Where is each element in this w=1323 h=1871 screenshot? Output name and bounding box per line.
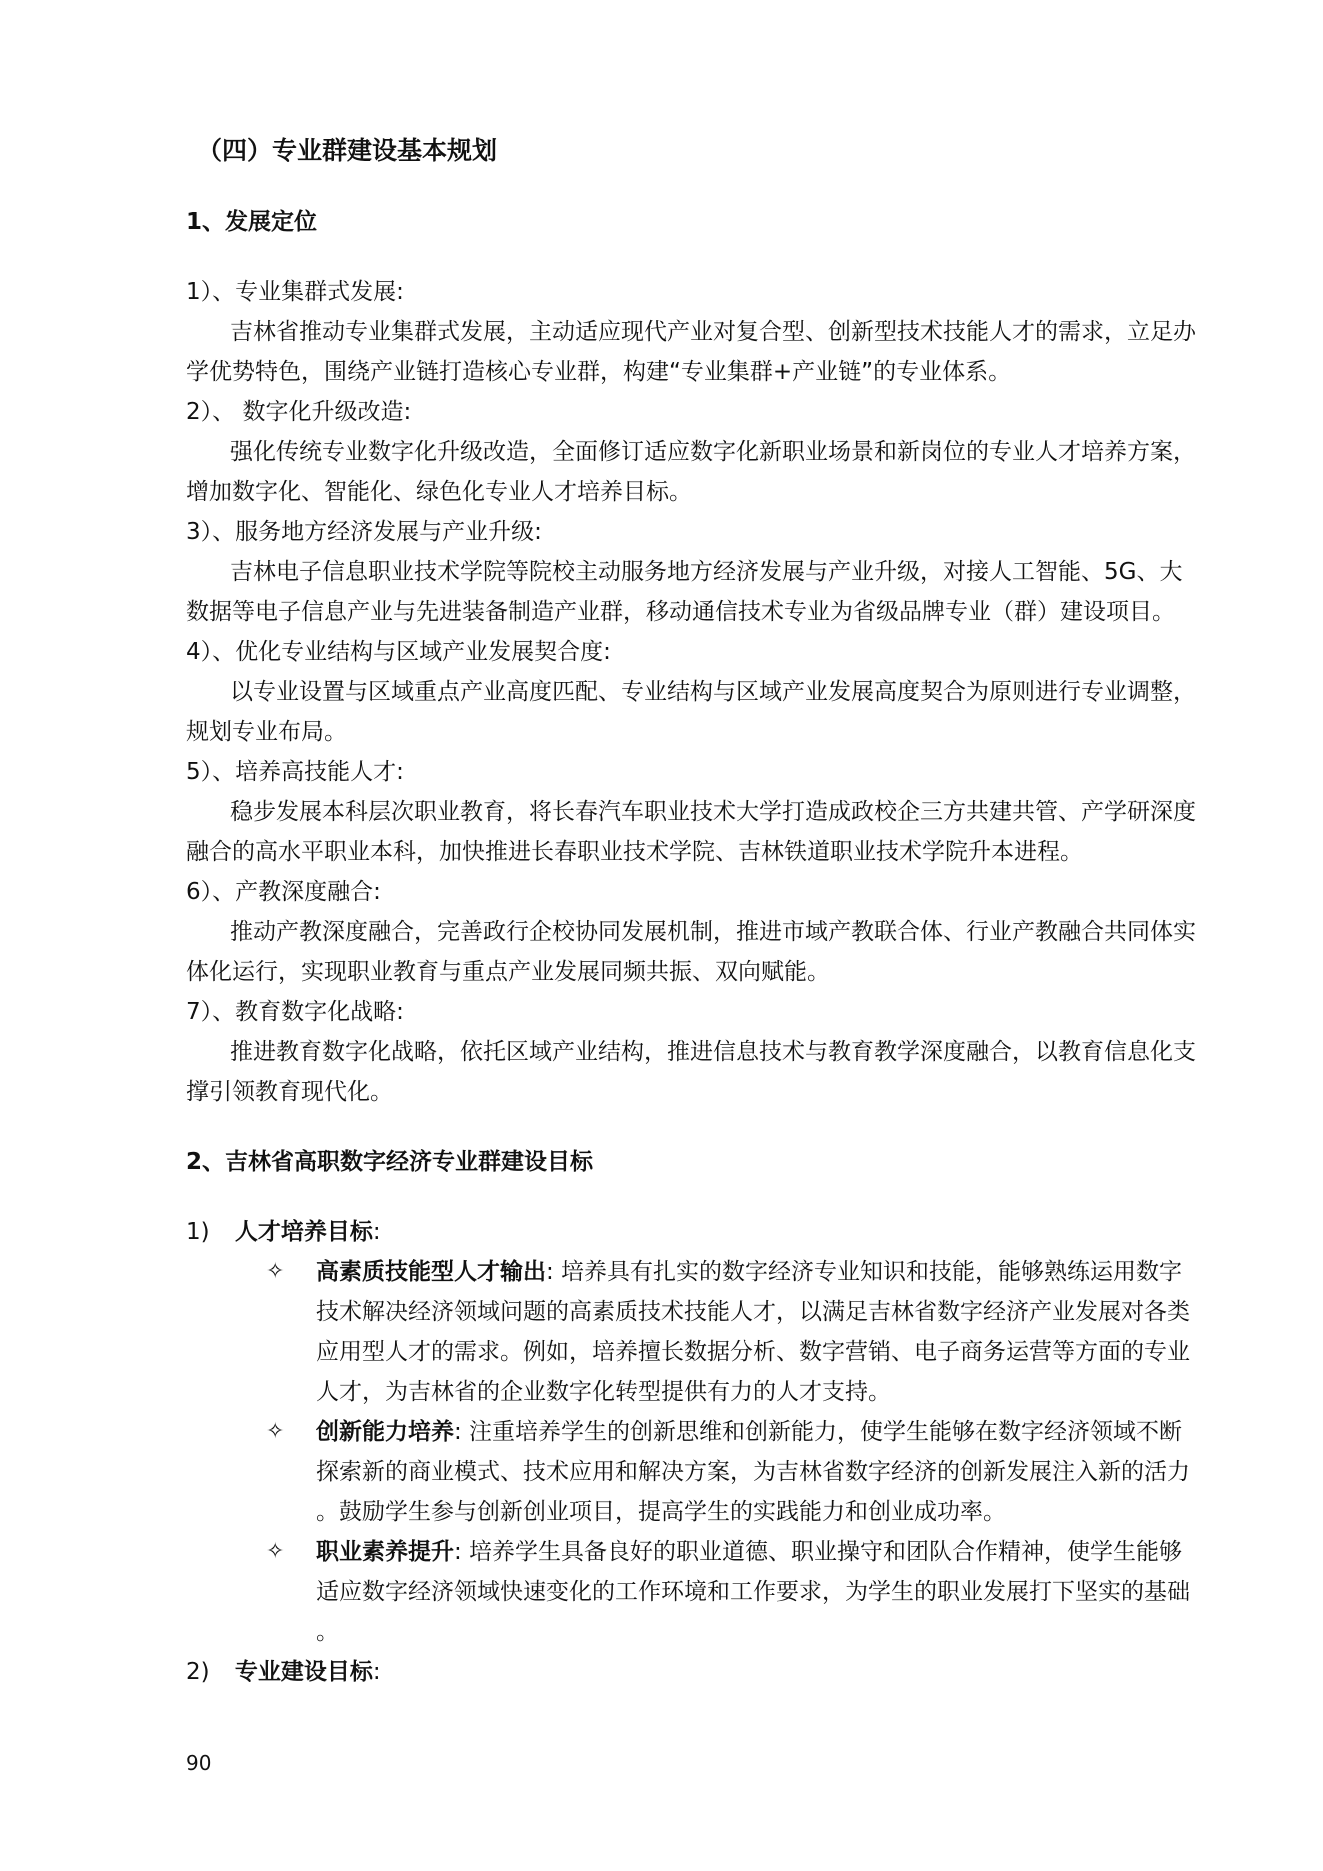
bullet1-line4: 人才，为吉林省的企业数字化转型提供有力的人才支持。 [316, 1379, 891, 1405]
item3-label: 3）、服务地方经济发展与产业升级: [186, 519, 542, 545]
item7-line2: 撑引领教育现代化。 [186, 1079, 393, 1105]
item5-line2: 融合的高水平职业本科，加快推进长春职业技术学院、吉林铁道职业技术学院升本进程。 [186, 839, 1083, 865]
item1-line1: 吉林省推动专业集群式发展，主动适应现代产业对复合型、创新型技术技能人才的需求，立足办 [230, 319, 1196, 345]
diamond-bullet-icon: ✧ [266, 1419, 285, 1444]
bullet2-line3: 。鼓励学生参与创新创业项目，提高学生的实践能力和创业成功率。 [316, 1499, 1006, 1525]
bullet1-title: 高素质技能型人才输出 [316, 1259, 546, 1285]
item5-label: 5）、培养高技能人才: [186, 759, 404, 785]
item4-line1: 以专业设置与区域重点产业高度匹配、专业结构与区域产业发展高度契合为原则进行专业调整， [230, 679, 1196, 705]
item5-line1: 稳步发展本科层次职业教育，将长春汽车职业技术大学打造成政校企三方共建共管、产学研深度 [230, 799, 1196, 825]
diamond-bullet-icon: ✧ [266, 1539, 285, 1564]
bullet2-line1 [316, 1416, 1183, 1448]
item6-line2: 体化运行，实现职业教育与重点产业发展同频共振、双向赋能。 [186, 959, 830, 985]
goal2-title: 专业建设目标 [234, 1659, 373, 1685]
item2-line2: 增加数字化、智能化、绿色化专业人才培养目标。 [186, 479, 692, 505]
bullet2-line2: 探索新的商业模式、技术应用和解决方案，为吉林省数字经济的创新发展注入新的活力 [316, 1459, 1190, 1485]
part1-heading: 1、发展定位 [186, 209, 318, 235]
goal2-colon: : [372, 1659, 381, 1685]
goal2-heading [186, 1656, 381, 1688]
item4-line2: 规划专业布局。 [186, 719, 347, 745]
bullet1-line1 [316, 1256, 1183, 1288]
item3-line1: 吉林电子信息职业技术学院等院校主动服务地方经济发展与产业升级，对接人工智能、5G、大 [230, 559, 1183, 585]
bullet3-line1 [316, 1536, 1183, 1568]
section-heading: （四）专业群建设基本规划 [197, 136, 498, 165]
item4-label: 4）、优化专业结构与区域产业发展契合度: [186, 639, 611, 665]
bullet3-line2: 适应数字经济领域快速变化的工作环境和工作要求，为学生的职业发展打下坚实的基础 [316, 1579, 1190, 1605]
goal1-colon: : [372, 1219, 381, 1245]
item3-line2: 数据等电子信息产业与先进装备制造产业群，移动通信技术专业为省级品牌专业（群）建设项目。 [186, 599, 1175, 625]
goal2-number: 2) [186, 1659, 210, 1685]
item1-line2: 学优势特色，围绕产业链打造核心专业群，构建“专业集群+产业链”的专业体系。 [186, 359, 1012, 385]
bullet2-first: : 注重培养学生的创新思维和创新能力，使学生能够在数字经济领域不断 [454, 1419, 1183, 1445]
goal1-title: 人才培养目标 [234, 1219, 373, 1245]
item7-line1: 推进教育数字化战略，依托区域产业结构，推进信息技术与教育教学深度融合，以教育信息化支 [230, 1039, 1196, 1065]
bullet1-first: : 培养具有扎实的数字经济专业知识和技能，能够熟练运用数字 [546, 1259, 1183, 1285]
page-number: 90 [186, 1751, 212, 1775]
item2-label: 2）、 数字化升级改造: [186, 399, 412, 425]
bullet3-first: : 培养学生具备良好的职业道德、职业操守和团队合作精神，使学生能够 [454, 1539, 1183, 1565]
bullet1-line3: 应用型人才的需求。例如，培养擅长数据分析、数字营销、电子商务运营等方面的专业 [316, 1339, 1190, 1365]
item7-label: 7）、教育数字化战略: [186, 999, 404, 1025]
diamond-bullet-icon: ✧ [266, 1259, 285, 1284]
bullet3-line3: 。 [316, 1619, 339, 1645]
item6-line1: 推动产教深度融合，完善政行企校协同发展机制，推进市域产教联合体、行业产教融合共同体实 [230, 919, 1196, 945]
bullet1-line2: 技术解决经济领域问题的高素质技术技能人才，以满足吉林省数字经济产业发展对各类 [316, 1299, 1190, 1325]
part2-heading: 2、吉林省高职数字经济专业群建设目标 [186, 1149, 594, 1175]
bullet2-title: 创新能力培养 [316, 1419, 454, 1445]
item2-line1: 强化传统专业数字化升级改造，全面修订适应数字化新职业场景和新岗位的专业人才培养方案， [230, 439, 1196, 465]
item1-label: 1）、专业集群式发展: [186, 279, 404, 305]
goal1-number: 1) [186, 1219, 210, 1245]
item6-label: 6）、产教深度融合: [186, 879, 381, 905]
bullet3-title: 职业素养提升 [316, 1539, 454, 1565]
goal1-heading [186, 1216, 381, 1248]
